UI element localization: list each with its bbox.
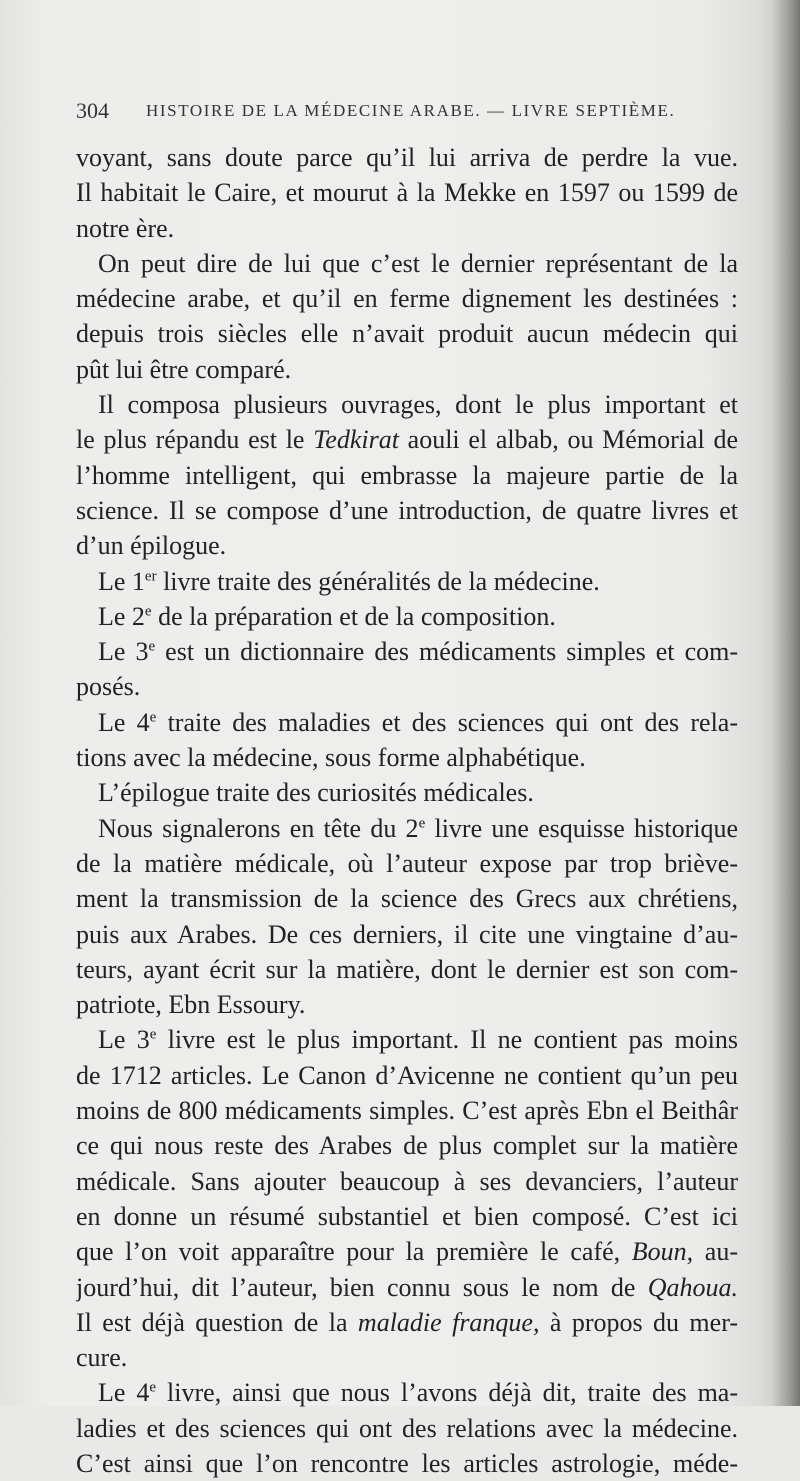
text-line	[76, 1022, 738, 1057]
text-span: médecine arabe, et qu’il en ferme dignement les destinées :	[76, 284, 738, 314]
text-span: ce qui nous reste des Arabes de plus complet sur la matière	[76, 1131, 738, 1161]
text-span: traite des maladies et des sciences qui ont des rela-	[156, 707, 738, 737]
text-line	[76, 952, 738, 987]
text-line	[76, 669, 738, 704]
text-line	[76, 1411, 738, 1446]
text-span: tions avec la médecine, sous forme alphabétique.	[76, 743, 586, 773]
text-line	[76, 1375, 738, 1410]
text-line	[76, 422, 738, 457]
text-span: l’homme intelligent, qui embrasse la majeure partie de la	[76, 460, 738, 490]
text-span: Il est déjà question de la	[76, 1307, 358, 1337]
text-span: que l’on voit apparaître pour la première le café,	[76, 1237, 632, 1267]
text-span: L’épilogue traite des curiosités médicales.	[98, 778, 534, 808]
italic-text: Boun,	[631, 1237, 694, 1267]
text-line	[76, 1199, 738, 1234]
text-line	[76, 528, 738, 563]
text-span: science. Il se compose d’une introduction, de quatre livres et	[76, 495, 738, 525]
text-span: livre, ainsi que nous l’avons déjà dit, traite des ma-	[156, 1378, 738, 1408]
text-span: depuis trois siècles elle n’avait produit aucun médecin qui	[76, 319, 738, 349]
text-line	[76, 1128, 738, 1163]
text-span: puis aux Arabes. De ces derniers, il cite une vingtaine d’au-	[76, 919, 738, 949]
text-line	[76, 458, 738, 493]
text-span: d’un épilogue.	[76, 531, 227, 561]
text-span: Le 3	[98, 1025, 150, 1055]
text-span: en donne un résumé substantiel et bien composé. C’est ici	[76, 1201, 738, 1231]
superscript: er	[144, 567, 157, 584]
text-line	[76, 811, 738, 846]
text-line	[76, 1058, 738, 1093]
superscript: e	[149, 1379, 157, 1396]
text-line	[76, 246, 738, 281]
text-line	[76, 599, 738, 634]
text-span: à propos du mer-	[539, 1307, 738, 1337]
text-span: Le 4	[98, 1378, 150, 1408]
text-line	[76, 352, 738, 387]
page-edge-shadow	[772, 0, 800, 1406]
text-span: Le 1	[98, 566, 145, 596]
text-line	[76, 175, 738, 210]
text-span: ladies et des sciences qui ont des relations avec la médecine.	[76, 1413, 738, 1443]
superscript: e	[148, 638, 156, 655]
text-span: au-	[693, 1237, 738, 1267]
text-line	[76, 634, 738, 669]
text-line	[76, 881, 738, 916]
text-line	[76, 387, 738, 422]
text-span: moins de 800 médicaments simples. C’est après Ebn el Beithâr	[76, 1096, 738, 1126]
text-line	[76, 493, 738, 528]
text-line	[76, 705, 738, 740]
text-span: pût lui être comparé.	[76, 354, 292, 384]
page-header	[76, 98, 738, 128]
text-span: livre traite des généralités de la médecine.	[156, 566, 600, 596]
text-line	[76, 740, 738, 775]
text-span: teurs, ayant écrit sur la matière, dont le dernier est son com-	[76, 954, 738, 984]
text-line	[76, 1340, 738, 1375]
text-line	[76, 564, 738, 599]
text-span: Le 2	[98, 601, 145, 631]
text-line	[76, 987, 738, 1022]
page-number: 304	[76, 98, 109, 123]
italic-text: maladie franque,	[357, 1307, 540, 1337]
superscript: e	[149, 709, 157, 726]
text-line	[76, 775, 738, 810]
text-span: notre ère.	[76, 213, 175, 243]
text-span: de 1712 articles. Le Canon d’Avicenne ne contient qu’un peu	[76, 1060, 738, 1090]
text-line	[76, 917, 738, 952]
superscript: e	[418, 814, 426, 831]
text-span: voyant, sans doute parce qu’il lui arriva de perdre la vue.	[76, 143, 738, 172]
text-span: Il habitait le Caire, et mourut à la Mekke en 1597 ou 1599 de	[76, 178, 738, 208]
superscript: e	[149, 1026, 157, 1043]
text-span: Nous signalerons en tête du 2	[98, 813, 419, 843]
text-span: patriote, Ebn Essoury.	[76, 990, 306, 1020]
text-span: On peut dire de lui que c’est le dernier représentant de la	[98, 248, 738, 278]
body-text	[76, 140, 738, 1481]
text-span: jourd’hui, dit l’auteur, bien connu sous le nom de	[76, 1272, 648, 1302]
italic-text: Qahoua.	[647, 1272, 738, 1302]
text-span: aouli el albab, ou Mémorial de	[398, 425, 738, 455]
text-line	[76, 1270, 738, 1305]
text-span: posés.	[76, 672, 141, 702]
superscript: e	[144, 603, 152, 620]
text-line	[76, 281, 738, 316]
text-span: Il composa plusieurs ouvrages, dont le plus important et	[98, 390, 738, 420]
text-span: cure.	[76, 1343, 128, 1373]
text-span: C’est ainsi que l’on rencontre les articles astrologie, méde-	[76, 1448, 738, 1478]
running-title: HISTOIRE DE LA MÉDECINE ARABE. — LIVRE SEPTIÈME.	[146, 101, 676, 120]
text-span: ment la transmission de la science des Grecs aux chrétiens,	[76, 884, 738, 914]
text-line	[76, 846, 738, 881]
text-span: le plus répandu est le	[76, 425, 314, 455]
text-line	[76, 1164, 738, 1199]
text-line	[76, 1093, 738, 1128]
text-line	[76, 211, 738, 246]
text-span: de la matière médicale, où l’auteur expose par trop briève-	[76, 848, 738, 878]
text-line	[76, 1446, 738, 1481]
text-line	[76, 316, 738, 351]
text-span: Le 4	[98, 707, 150, 737]
text-line	[76, 1305, 738, 1340]
text-span: est un dictionnaire des médicaments simples et com-	[155, 637, 738, 667]
text-span: Le 3	[98, 637, 149, 667]
text-span: de la préparation et de la composition.	[151, 601, 556, 631]
text-span: médicale. Sans ajouter beaucoup à ses devanciers, l’auteur	[76, 1166, 738, 1196]
text-span: livre est le plus important. Il ne contient pas moins	[156, 1025, 738, 1055]
text-line	[76, 1234, 738, 1269]
text-span: livre une esquisse historique	[425, 813, 738, 843]
italic-text: Tedkirat	[313, 425, 399, 455]
text-line	[76, 140, 738, 175]
